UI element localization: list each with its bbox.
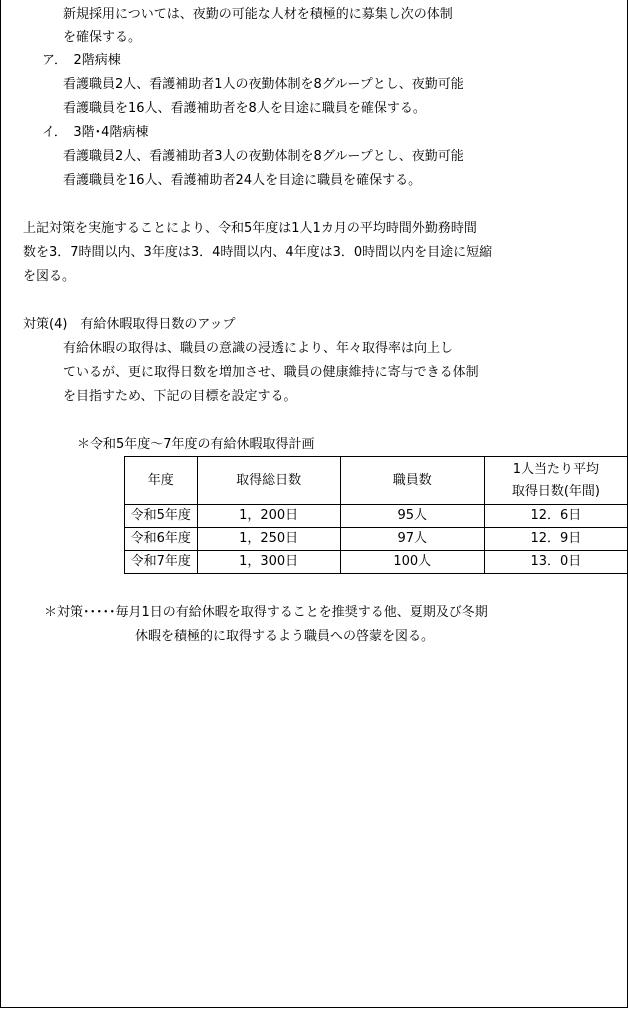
header-total-days: 取得総日数: [197, 457, 340, 505]
cell-staff: 95人: [340, 505, 484, 528]
cell-total-days: 1，200日: [197, 505, 340, 528]
table-row: [125, 505, 628, 528]
header-year: 年度: [125, 457, 198, 505]
cell-avg-days: 12．6日: [484, 505, 627, 528]
measure-note: ＊対策･････毎月1日の有給休暇を取得することを推奨する他、夏期及び冬期: [44, 605, 488, 620]
cell-total-days: 1，250日: [197, 528, 340, 551]
paragraph-line: を目指すため、下記の目標を設定する。: [63, 389, 297, 404]
header-avg-line1: 1人当たり平均: [512, 461, 600, 477]
section-heading-3f-4f-ward: イ． 3階･4階病棟: [42, 125, 149, 140]
paragraph-line: ているが、更に取得日数を増加させ、職員の健康維持に寄与できる体制: [63, 365, 479, 380]
leave-plan-table: [124, 456, 628, 574]
table-caption: ＊令和5年度～7年度の有給休暇取得計画: [77, 437, 315, 452]
section-heading-measure-4: 対策(4) 有給休暇取得日数のアップ: [23, 317, 236, 332]
header-staff: 職員数: [340, 457, 484, 505]
cell-year: 令和6年度: [125, 528, 198, 551]
table-row: [125, 551, 628, 574]
paragraph-line: 看護職員を16人、看護補助者を8人を目途に職員を確保する。: [63, 101, 426, 116]
table-row: [125, 528, 628, 551]
paragraph-line: を確保する。: [63, 30, 142, 45]
cell-total-days: 1，300日: [197, 551, 340, 574]
paragraph-line: を図る。: [23, 269, 76, 284]
paragraph-line: 看護職員2人、看護補助者3人の夜勤体制を8グループとし、夜勤可能: [63, 149, 464, 164]
paragraph-line: 上記対策を実施することにより、令和5年度は1人1カ月の平均時間外勤務時間: [23, 221, 477, 236]
cell-year: 令和5年度: [125, 505, 198, 528]
paragraph-line: 看護職員を16人、看護補助者24人を目途に職員を確保する。: [63, 173, 422, 188]
header-avg-line2: 取得日数(年間): [511, 483, 600, 499]
section-heading-2f-ward: ア． 2階病棟: [42, 53, 121, 68]
cell-avg-days: 13．0日: [484, 551, 627, 574]
cell-staff: 97人: [340, 528, 484, 551]
paragraph-line: 数を3．7時間以内、3年度は3．4時間以内、4年度は3．0時間以内を目途に短縮: [23, 245, 493, 260]
measure-note-continued: 休暇を積極的に取得するよう職員への啓蒙を図る。: [135, 629, 435, 644]
table-header-row: [125, 457, 628, 505]
cell-staff: 100人: [340, 551, 484, 574]
header-avg-days: [484, 457, 627, 505]
cell-avg-days: 12．9日: [484, 528, 627, 551]
paragraph-line: 有給休暇の取得は、職員の意識の浸透により、年々取得率は向上し: [63, 341, 454, 356]
cell-year: 令和7年度: [125, 551, 198, 574]
paragraph-line: 新規採用については、夜勤の可能な人材を積極的に募集し次の体制: [63, 7, 453, 22]
paragraph-line: 看護職員2人、看護補助者1人の夜勤体制を8グループとし、夜勤可能: [63, 77, 464, 92]
